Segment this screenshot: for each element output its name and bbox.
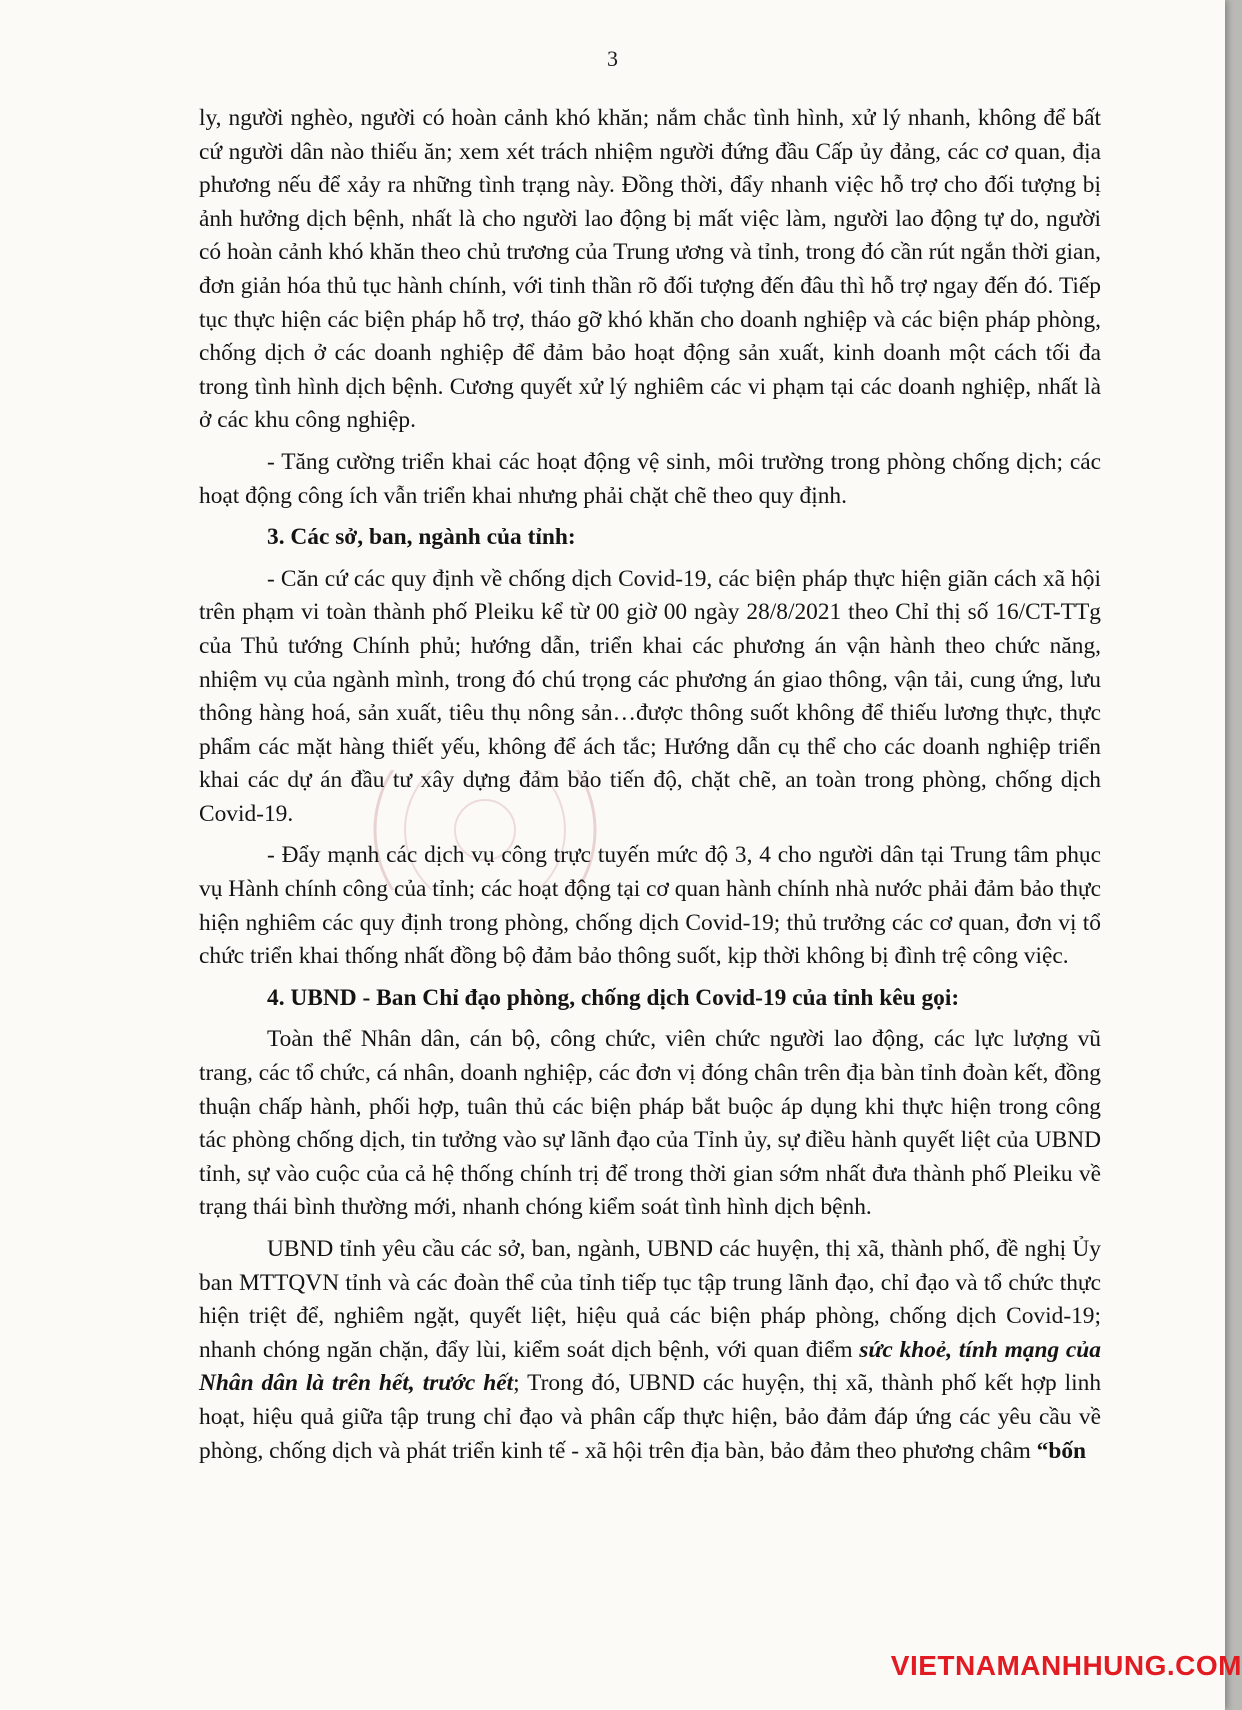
paragraph-1: ly, người nghèo, người có hoàn cảnh khó khăn; nắm chắc tình hình, xử lý nhanh, không để bất cứ người dân nào thiếu ăn; xem xét trách nhiệm người đứng đầu Cấp ủy đảng, các cơ quan, địa phương nếu để xảy ra những tình trạng này. Đồng thời, đẩy nhanh việc hỗ trợ cho đối tượng bị ảnh hưởng dịch bệnh, nhất là cho người lao động bị mất việc làm, người lao động tự do, người có hoàn cảnh khó khăn theo chủ trương của Trung ương và tỉnh, trong đó cần rút ngắn thời gian, đơn giản hóa thủ tục hành chính, với tinh thần rõ đối tượng đến đâu thì hỗ trợ ngay đến đó. Tiếp tục thực hiện các biện pháp hỗ trợ, tháo gỡ khó khăn cho doanh nghiệp và các biện pháp phòng, chống dịch ở các doanh nghiệp để đảm bảo hoạt động sản xuất, kinh doanh một cách tối đa trong tình hình dịch bệnh. Cương quyết xử lý nghiêm các vi phạm tại các doanh nghiệp, nhất là ở các khu công nghiệp. — [199, 105, 1101, 434]
page-number: 3 — [607, 46, 618, 71]
site-watermark: VIETNAMANHHUNG.COM — [890, 1650, 1242, 1681]
paragraph-6-bold-end: “bốn — [1036, 1437, 1087, 1464]
paragraph-2: - Tăng cường triển khai các hoạt động vệ sinh, môi trường trong phòng chống dịch; các hoạt động công ích vẫn triển khai nhưng phải chặt chẽ theo quy định. — [199, 448, 1101, 509]
paragraph-6-text-start: UBND tỉnh yêu cầu các sở, ban, ngành, UBND các huyện, thị xã, thành phố, đề nghị Ủy ban MTTQVN tỉnh và các đoàn thể của tỉnh tiếp tục tập trung lãnh đạo, chỉ đạo và tổ chức thực hiện triệt để, nghiêm ngặt, quyết liệt, hiệu quả các biện pháp phòng, chống dịch Covid-19; nhanh chóng ngăn chặn, đẩy lùi, kiểm soát dịch bệnh, với quan điểm — [199, 1236, 1101, 1363]
paragraph-6 — [199, 1233, 1101, 1468]
paragraph-5: Toàn thể Nhân dân, cán bộ, công chức, viên chức người lao động, các lực lượng vũ trang, các tổ chức, cá nhân, doanh nghiệp, các đơn vị đóng chân trên địa bàn tỉnh đoàn kết, đồng thuận chấp hành, phối hợp, tuân thủ các biện pháp bắt buộc áp dụng khi thực hiện trong công tác phòng chống dịch, tin tưởng vào sự lãnh đạo của Tỉnh ủy, sự điều hành quyết liệt của UBND tỉnh, sự vào cuộc của cả hệ thống chính trị để trong thời gian sớm nhất đưa thành phố Pleiku về trạng thái bình thường mới, nhanh chóng kiểm soát tình hình dịch bệnh. — [199, 1026, 1101, 1221]
paragraph-3: - Căn cứ các quy định về chống dịch Covid-19, các biện pháp thực hiện giãn cách xã hội trên phạm vi toàn thành phố Pleiku kể từ 00 giờ 00 ngày 28/8/2021 theo Chỉ thị số 16/CT-TTg của Thủ tướng Chính phủ; hướng dẫn, triển khai các phương án vận hành theo chức năng, nhiệm vụ của ngành mình, trong đó chú trọng các phương án giao thông, vận tải, cung ứng, lưu thông hàng hoá, sản xuất, tiêu thụ nông sản…được thông suốt không để thiếu lương thực, thực phẩm các mặt hàng thiết yếu, không để ách tắc; Hướng dẫn cụ thể cho các doanh nghiệp triển khai các dự án đầu tư xây dựng đảm bảo tiến độ, chặt chẽ, an toàn trong phòng, chống dịch Covid-19. — [199, 565, 1101, 827]
paragraph-4: - Đẩy mạnh các dịch vụ công trực tuyến mức độ 3, 4 cho người dân tại Trung tâm phục vụ Hành chính công của tỉnh; các hoạt động tại cơ quan hành chính nhà nước phải đảm bảo thực hiện nghiêm các quy định trong phòng, chống dịch Covid-19; thủ trưởng các cơ quan, đơn vị tổ chức triển khai thống nhất đồng bộ đảm bảo thông suốt, kịp thời không bị đình trệ công việc. — [199, 842, 1101, 970]
paragraph-6-emphasis: sức khoẻ, tính mạng của Nhân dân là trên hết, trước hết — [199, 1336, 1101, 1397]
section-heading-3: 3. Các sở, ban, ngành của tỉnh: — [267, 524, 576, 551]
section-heading-4: 4. UBND - Ban Chỉ đạo phòng, chống dịch Covid-19 của tỉnh kêu gọi: — [267, 984, 960, 1011]
document-body — [199, 102, 1101, 1468]
paragraph-6-text-mid: ; Trong đó, UBND các huyện, thị xã, thành phố kết hợp linh hoạt, hiệu quả giữa tập trung chỉ đạo và phân cấp thực hiện, bảo đảm đáp ứng các yêu cầu về phòng, chống dịch và phát triển kinh tế - xã hội trên địa bàn, bảo đảm theo phương châm — [199, 1370, 1102, 1464]
